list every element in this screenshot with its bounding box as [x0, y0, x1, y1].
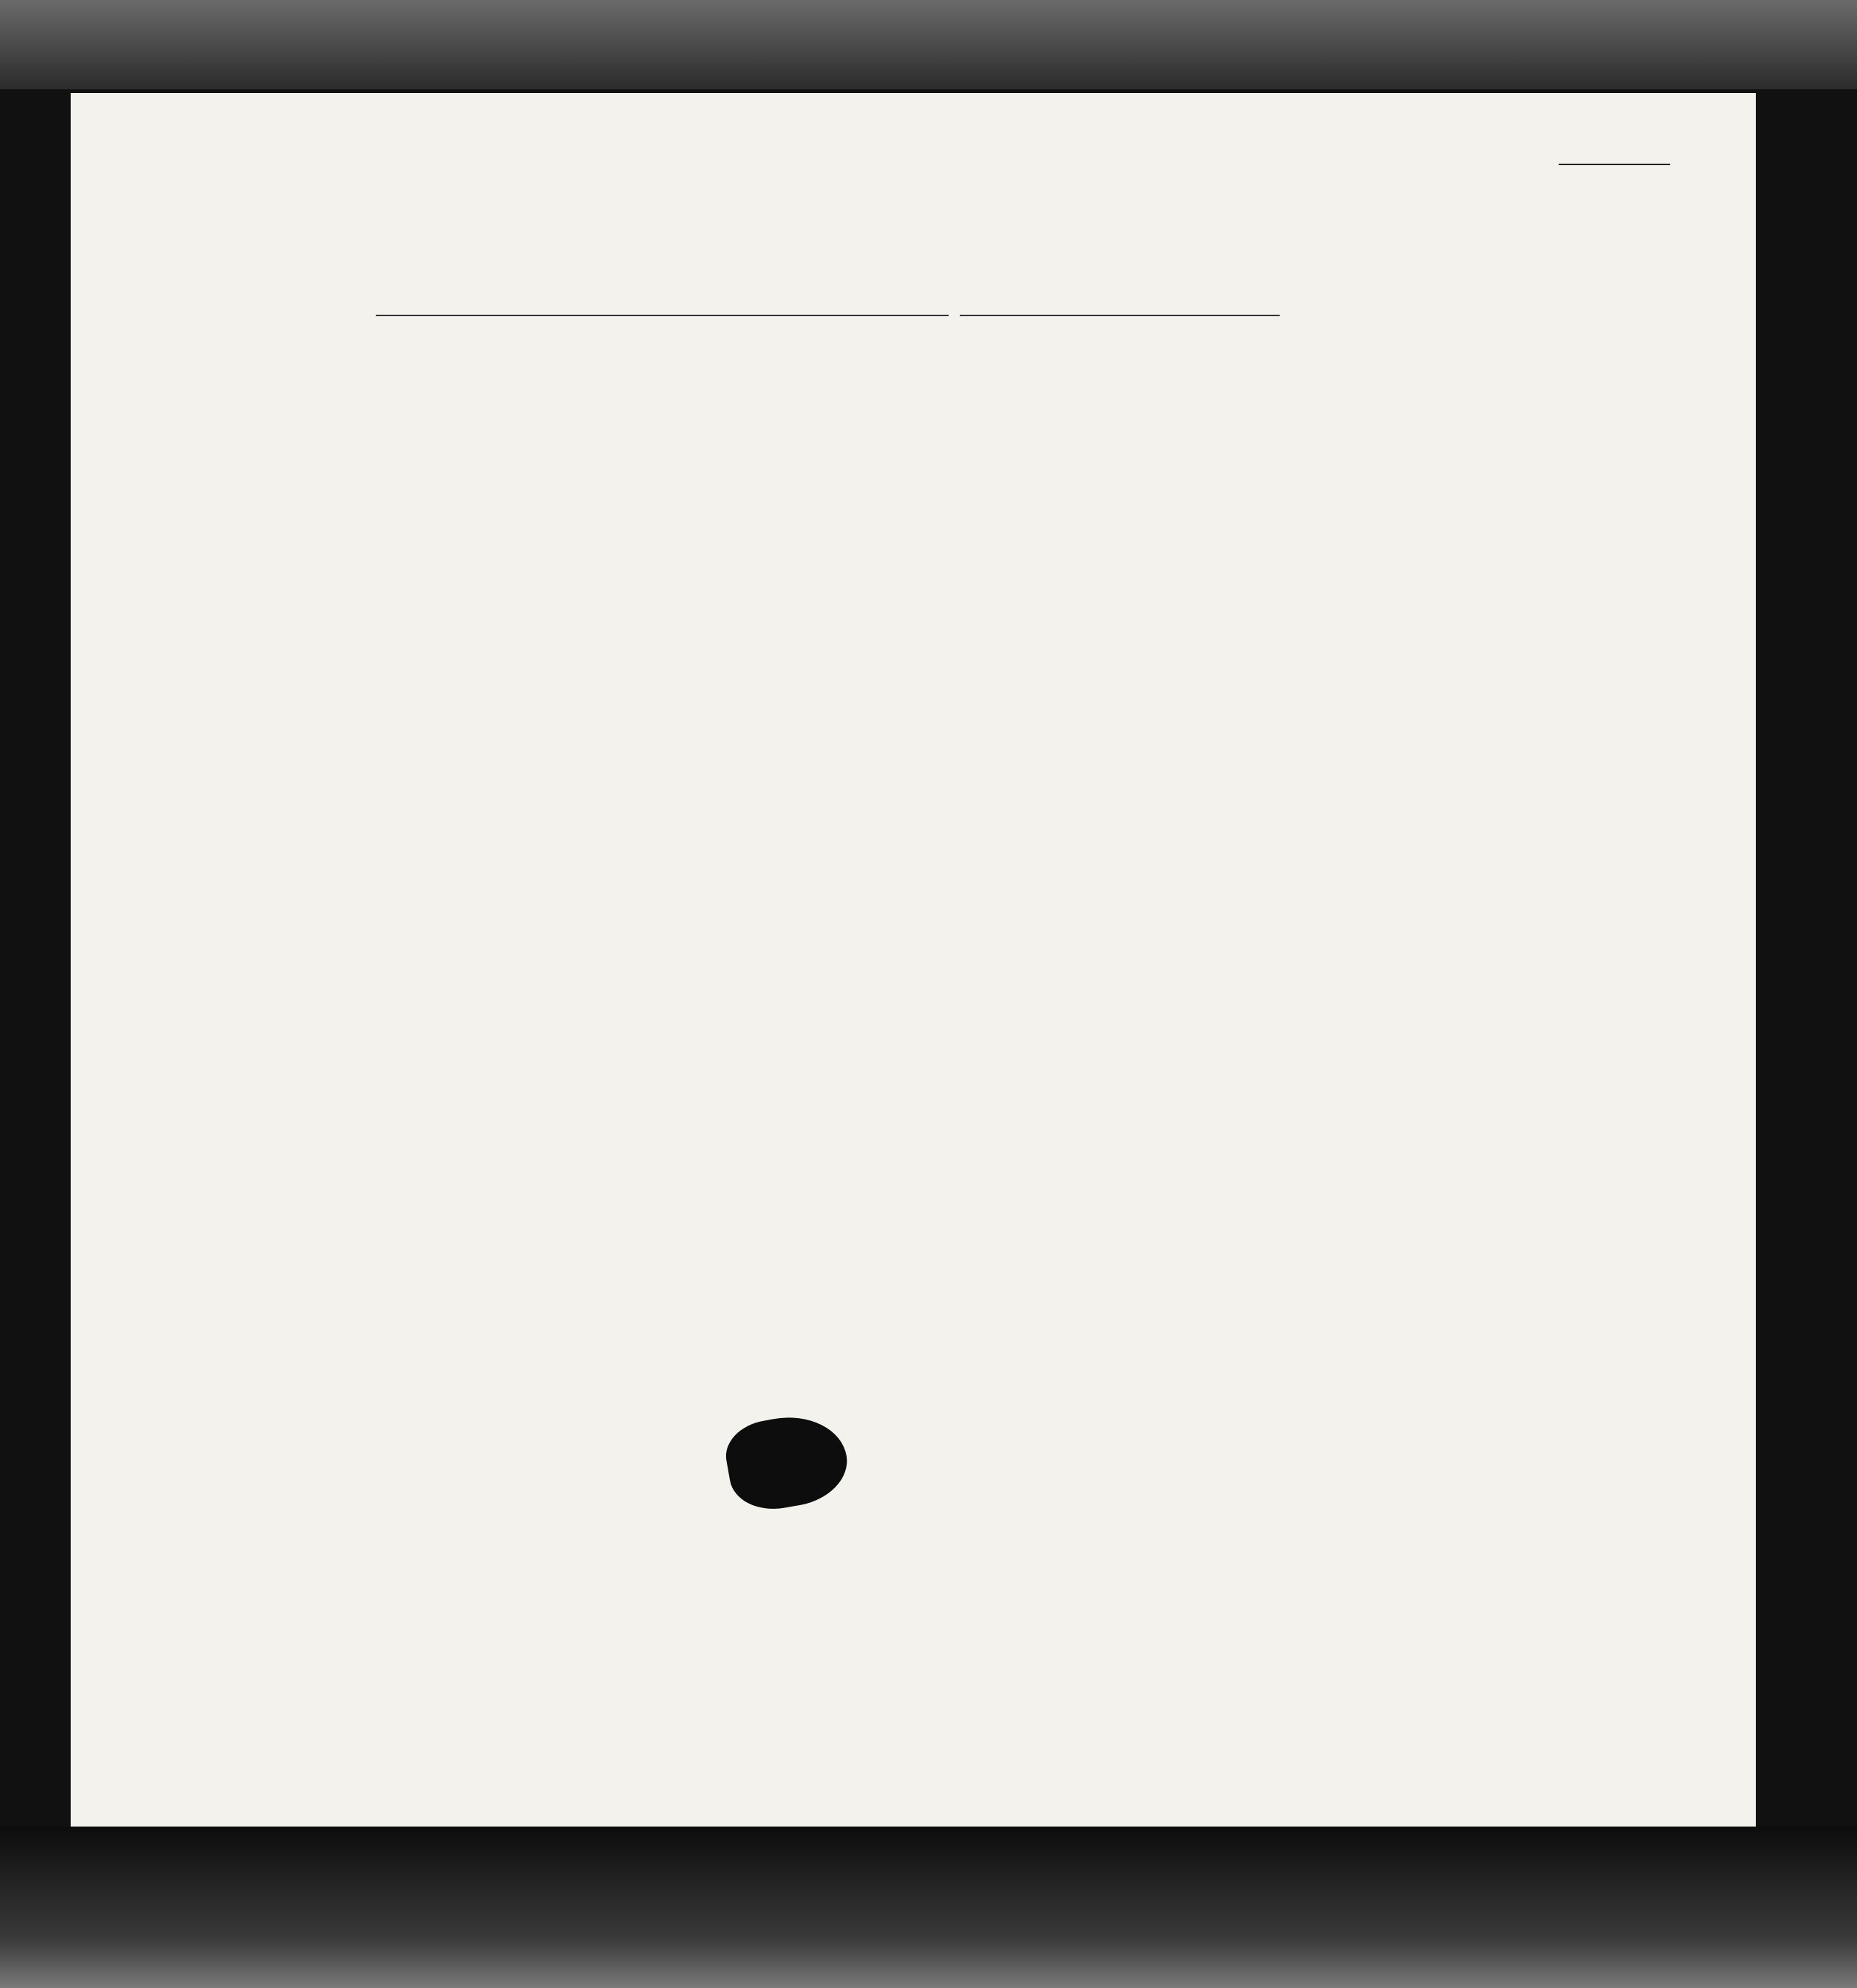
manifest-sheet: [71, 93, 1756, 1827]
ruled-grid: [71, 93, 1756, 1827]
scan-border-top: [0, 0, 1857, 89]
scan-border-bottom: [0, 1827, 1857, 1988]
